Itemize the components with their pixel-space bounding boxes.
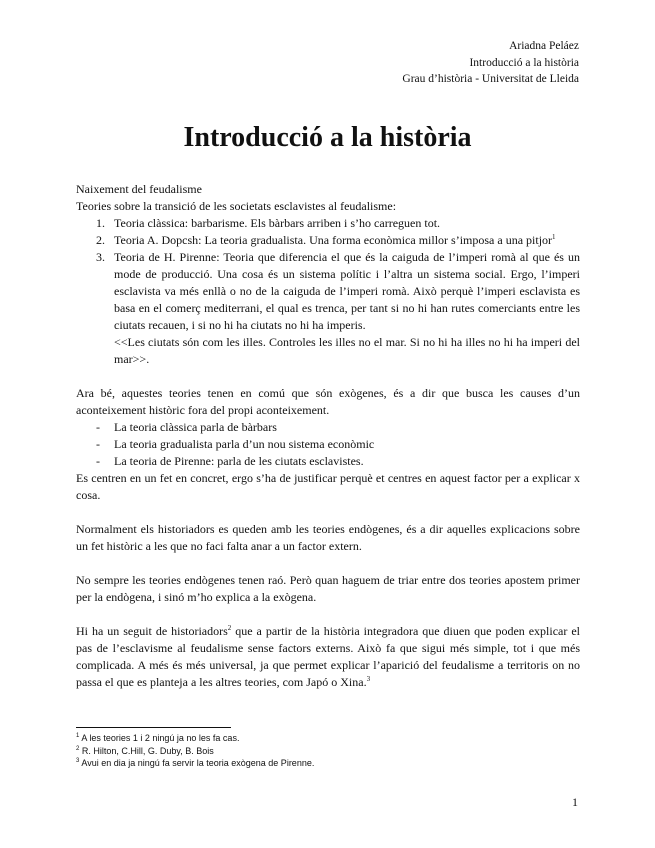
paragraph-historiadors-rest: que a partir de la història integradora que diuen que poden explicar el pas de l’esclavisme al feudalisme sense factors externs. Això fa que sigui més simple, tot i que més complicada. A més és més universal, ja que permet explicar l’aparició del feudalisme a territoris on no passa el que es planteja a les altres teories, com Japó o Xina. — [76, 624, 580, 689]
footnote-text: Avui en dia ja ningú fa servir la teoria exògena de Pirenne. — [79, 758, 315, 768]
exogenous-theories-list — [76, 419, 580, 470]
page-header — [402, 38, 579, 88]
footnote — [76, 757, 580, 770]
paragraph-historiadors — [76, 623, 580, 691]
list-item: - La teoria gradualista parla d’un nou sistema econòmic — [96, 437, 375, 451]
paragraph-endogenes: Normalment els historiadors es queden amb les teories endògenes, és a dir aquelles explicacions sobre un fet històric a les que no faci falta anar a un factor extern. — [76, 522, 580, 553]
document-title: Introducció a la història — [183, 122, 472, 153]
header-subject: Introducció a la història — [469, 56, 579, 69]
list-item: - La teoria de Pirenne: parla de les ciutats esclavistes. — [96, 454, 364, 468]
page-number: 1 — [572, 795, 578, 809]
footnote-ref[interactable]: 3 — [366, 675, 371, 683]
theory-number: 1. — [96, 216, 105, 230]
theory-item — [76, 249, 580, 368]
theory-item — [76, 232, 580, 249]
list-item-text: La teoria clàssica parla de bàrbars — [114, 420, 277, 434]
footnote — [76, 745, 580, 758]
footnote-mark: 1 — [76, 733, 80, 739]
footnote — [76, 732, 580, 745]
footnotes — [76, 732, 580, 770]
paragraph-no-sempre: No sempre les teories endògenes tenen raó. Però quan haguem de triar entre dos teories apostem primer per la endògena, i sinó m’ho explica a la exògena. — [76, 573, 580, 604]
theory-text: Teoria de H. Pirenne: Teoria que diferencia el que és la caiguda de l’imperi romà al que és un mode de producció. Una cosa és un sistema polític i l’altra un sistema social. Ergo, l’imperi esclavista va més enllà o no de la caiguda de l’imperi romà. Això perquè l’imperi esclavista es basa en el comerç mediterrani, el qual es trenca, per tant si no hi han rutes comerciants entre les ciutats recauen, i si no hi ha ciutats no hi ha imperis. — [114, 250, 580, 332]
footnote-text: R. Hilton, C.Hill, G. Duby, B. Bois — [79, 745, 214, 756]
theory-text: Teoria A. Dopcsh: La teoria gradualista. Una forma econòmica millor s’imposa a una pitjor — [114, 233, 553, 247]
section-heading: Naixement del feudalisme — [76, 182, 202, 196]
theory-text: Teoria clàssica: barbarisme. Els bàrbars arriben i s’ho carreguen tot. — [114, 216, 441, 230]
footnote-mark: 2 — [76, 745, 80, 752]
theories-list — [76, 215, 580, 368]
header-author: Ariadna Peláez — [509, 40, 579, 52]
document-body — [76, 181, 580, 691]
theory-number: 2. — [96, 233, 105, 247]
theory-item — [76, 215, 580, 232]
footnote-text: A les teories 1 i 2 ningú ja no les fa cas. — [79, 733, 240, 743]
theory-number: 3. — [96, 250, 105, 264]
list-item: - La teoria clàssica parla de bàrbars — [96, 420, 277, 434]
theories-intro: Teories sobre la transició de les societats esclavistes al feudalisme: — [76, 199, 397, 213]
list-item-text: La teoria de Pirenne: parla de les ciutats esclavistes. — [114, 454, 364, 468]
list-item-text: La teoria gradualista parla d’un nou sistema econòmic — [114, 437, 375, 451]
footnote-mark: 3 — [76, 758, 80, 764]
footnote-ref[interactable]: 1 — [552, 233, 556, 241]
header-course: Grau d’història - Universitat de Lleida — [402, 73, 579, 85]
paragraph-exogenes: Ara bé, aquestes teories tenen en comú que són exògenes, és a dir que busca les causes d’un aconteixement històric fora del propi aconteixement. — [76, 386, 580, 417]
paragraph-centren: Es centren en un fet en concret, ergo s’ha de justificar perquè et centres en aquest factor per a explicar x cosa. — [76, 471, 580, 502]
footnote-ref[interactable]: 2 — [227, 624, 232, 632]
pirenne-quote: <<Les ciutats són com les illes. Controles les illes no el mar. Si no hi ha illes no hi ha imperi del mar>>. — [114, 335, 580, 366]
footnote-separator — [76, 727, 231, 728]
paragraph-historiadors-start: Hi ha un seguit de historiadors — [76, 624, 228, 638]
